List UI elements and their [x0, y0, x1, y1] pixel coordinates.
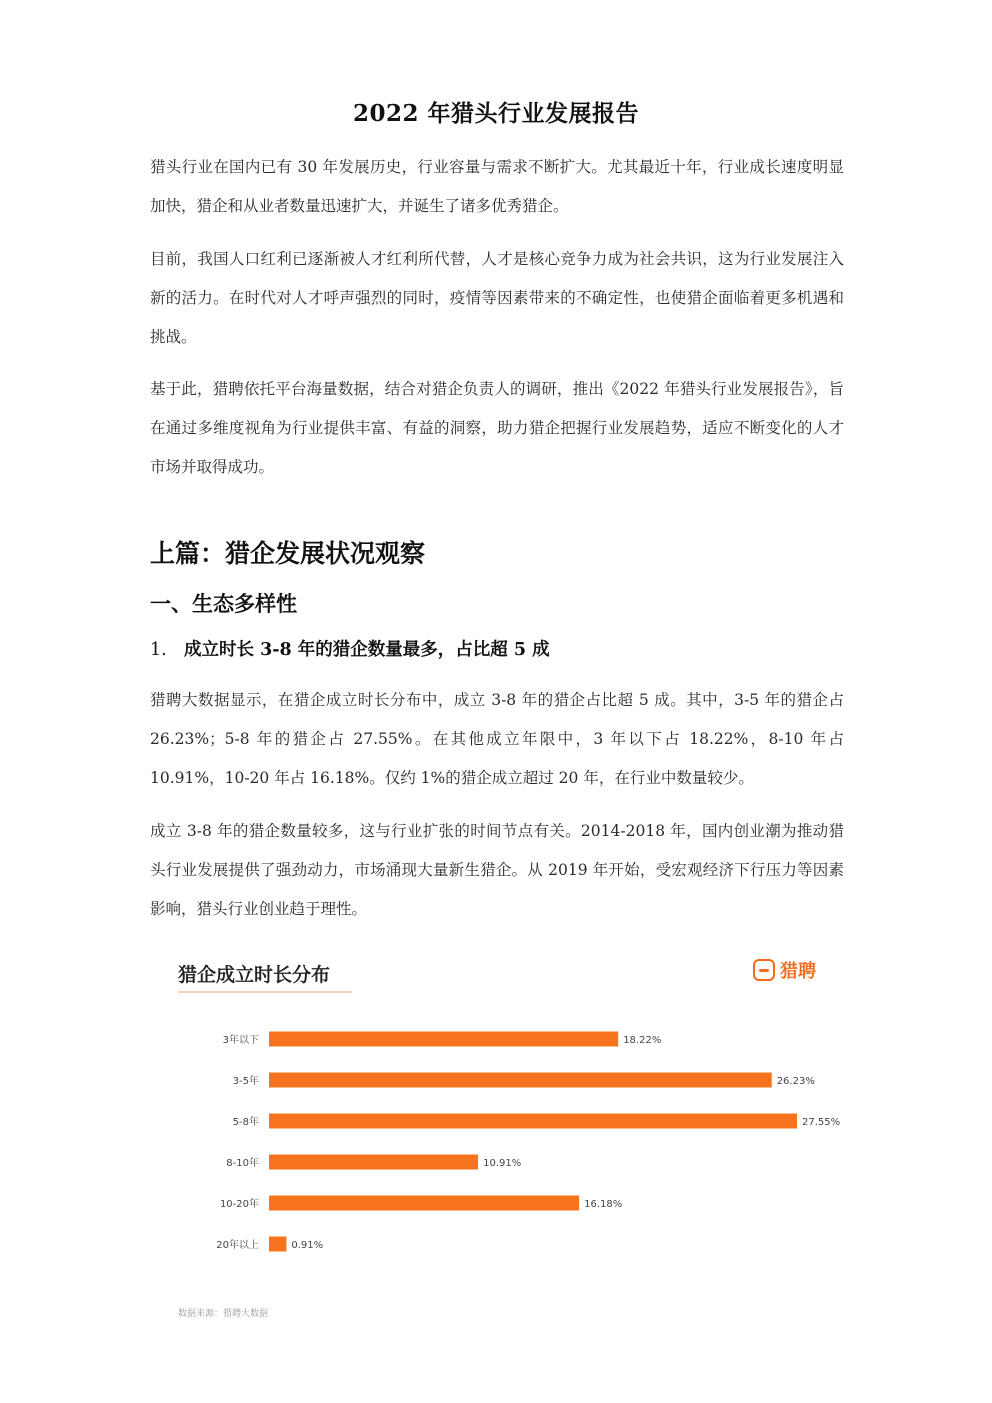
brand-logo-icon — [753, 959, 775, 981]
chart-source: 数据来源：猎聘大数据 — [178, 1309, 269, 1319]
section-heading: 一、生态多样性 — [150, 591, 297, 616]
bar — [269, 1237, 286, 1252]
bar — [269, 1032, 618, 1047]
tenure-distribution-chart — [165, 950, 845, 1330]
part-heading: 上篇：猎企发展状况观察 — [150, 539, 426, 568]
value-label: 10.91% — [483, 1158, 522, 1169]
value-label: 26.23% — [776, 1076, 815, 1087]
chart-title-underline — [178, 991, 352, 993]
category-label: 5-8年 — [232, 1117, 259, 1128]
value-label: 16.18% — [584, 1199, 623, 1210]
subsection-heading — [150, 636, 550, 661]
subsection-heading-text: 成立时长 3-8 年的猎企数量最多，占比超 5 成 — [184, 640, 550, 660]
intro-paragraph-2: 目前，我国人口红利已逐渐被人才红利所代替，人才是核心竞争力成为社会共识，这为行业发展注入新的活力。在时代对人才呼声强烈的同时，疫情等因素带来的不确定性，也使猎企面临着更多机遇和挑战。 — [150, 250, 844, 346]
bar — [269, 1155, 478, 1170]
brand-logo — [753, 956, 816, 984]
bar — [269, 1196, 579, 1211]
category-label: 8-10年 — [226, 1158, 259, 1169]
category-label: 3年以下 — [222, 1035, 259, 1046]
brand-logo-text: 猎聘 — [780, 961, 816, 982]
intro-paragraph-3: 基于此，猎聘依托平台海量数据，结合对猎企负责人的调研，推出《2022 年猎头行业发展报告》，旨在通过多维度视角为行业提供丰富、有益的洞察，助力猎企把握行业发展趋势，适应不断变化的人才市场并取得成功。 — [150, 380, 844, 476]
category-label: 10-20年 — [219, 1199, 259, 1210]
value-label: 27.55% — [802, 1117, 841, 1128]
value-label: 0.91% — [291, 1240, 324, 1251]
body-paragraph-2: 成立 3-8 年的猎企数量较多，这与行业扩张的时间节点有关。2014-2018 年，国内创业潮为推动猎头行业发展提供了强劲动力，市场涌现大量新生猎企。从 2019 年开始，受宏观经济下行压力等因素影响，猎头行业创业趋于理性。 — [150, 822, 844, 918]
bar — [269, 1073, 772, 1088]
bar — [269, 1114, 797, 1129]
intro-paragraph-1: 猎头行业在国内已有 30 年发展历史，行业容量与需求不断扩大。尤其最近十年，行业成长速度明显加快，猎企和从业者数量迅速扩大，并诞生了诸多优秀猎企。 — [150, 158, 844, 215]
value-label: 18.22% — [623, 1035, 662, 1046]
chart-title: 猎企成立时长分布 — [178, 964, 331, 986]
chart-plot — [165, 950, 845, 1330]
body-paragraph-1: 猎聘大数据显示，在猎企成立时长分布中，成立 3-8 年的猎企占比超 5 成。其中，3-5 年的猎企占 26.23%；5-8 年的猎企占 27.55%。在其他成立年限中，3 年以下占 18.22%，8-10 年占 10.91%，10-20 年占 16.18%。仅约 1%的猎企成立超过 20 年，在行业中数量较少。 — [150, 691, 844, 787]
document-title: 2022 年猎头行业发展报告 — [352, 100, 640, 128]
category-label: 20年以上 — [216, 1240, 259, 1251]
subsection-number: 1. — [150, 640, 167, 660]
category-label: 3-5年 — [232, 1076, 259, 1087]
